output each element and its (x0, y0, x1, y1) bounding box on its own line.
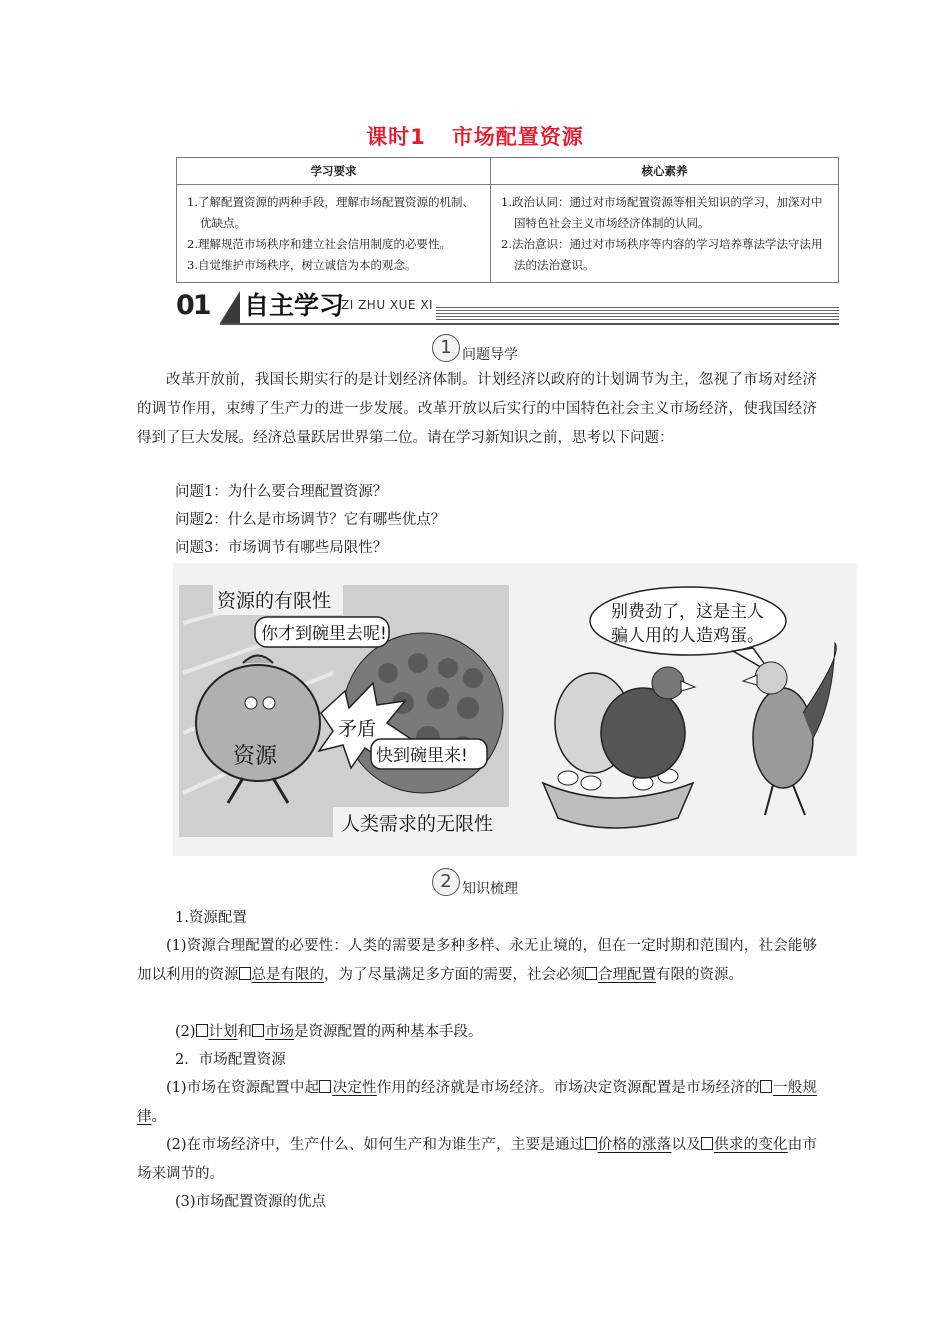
learning-requirements (177, 185, 491, 283)
subsection-heading (0, 868, 950, 896)
intro-paragraph: 改革开放前，我国长期实行的是计划经济体制。计划经济以政府的计划调节为主，忽视了市场对经济的调节作用，束缚了生产力的进一步发展。改革开放以后实行的中国特色社会主义市场经济，使我国经济得到了巨大发展。经济总量跃居世界第二位。请在学习新知识之前，思考以下问题： (137, 372, 817, 446)
divider (220, 323, 839, 325)
section-title: 自主学习 (244, 291, 345, 320)
table-header: 核心素养 (491, 158, 839, 185)
knowledge-paragraph: (1)资源合理配置的必要性：人类的需要是多种多样、永无止境的，但在一定时期和范围内，社会能够加以利用的资源 总是有限的，为了尽量满足多方面的需要，社会必须 合理配置有限的资源。 (137, 938, 817, 983)
page-title: 课时1 市场配置资源 (366, 125, 584, 149)
label-conflict: 矛盾 (338, 718, 377, 740)
section-header (176, 287, 839, 329)
knowledge-paragraph: (3)市场配置资源的优点 (175, 1194, 327, 1210)
list-item: 1.政治认同：通过对市场配置资源等相关知识的学习，加深对中国特色社会主义市场经济体制的认同。 (501, 195, 823, 230)
learning-goals-table (176, 157, 839, 283)
decorative-lines (436, 307, 839, 321)
bubble-text: 别费劲了，这是主人 (611, 602, 764, 622)
bubble-text: 骗人用的人造鸡蛋。 (611, 626, 764, 646)
caption-limited-resources: 资源的有限性 (217, 590, 332, 612)
rooster-icon (753, 688, 813, 788)
subsection-label: 问题导学 (462, 347, 518, 363)
heading-market-allocation: 2．市场配置资源 (175, 1052, 286, 1068)
subsection-label: 知识梳理 (462, 881, 518, 897)
list-item: 2.理解规范市场秩序和建立社会信用制度的必要性。 (187, 237, 451, 251)
knowledge-paragraph: (1)市场在资源配置中起 决定性作用的经济就是市场经济。市场决定资源配置是市场经济的 一般规律。 (137, 1080, 818, 1125)
bubble-text: 你才到碗里去呢! (261, 624, 387, 644)
cartoon-figure (173, 563, 857, 856)
list-item: 3.自觉维护市场秩序，树立诚信为本的观念。 (187, 258, 417, 272)
circle-number-icon: 1 (432, 334, 460, 362)
label-resource: 资源 (233, 744, 278, 769)
question: 问题3：市场调节有哪些局限性？ (175, 540, 388, 556)
knowledge-paragraph: (2)在市场经济中，生产什么、如何生产和为谁生产，主要是通过 价格的涨落以及 供求的变化由市场来调节的。 (137, 1137, 818, 1182)
section-number: 01 (176, 290, 210, 321)
question: 问题2：什么是市场调节？它有哪些优点？ (175, 512, 446, 528)
basket-icon (543, 783, 693, 828)
list-item: 2.法治意识：通过对市场秩序等内容的学习培养尊法学法守法用法的法治意识。 (501, 237, 823, 272)
bubble-text: 快到碗里来! (376, 746, 468, 766)
core-competencies (491, 185, 839, 283)
list-item: 1.了解配置资源的两种手段，理解市场配置资源的机制、优缺点。 (187, 195, 474, 230)
hen-icon (601, 688, 685, 778)
heading-resource-allocation: 1.资源配置 (175, 910, 247, 926)
section-pinyin: ZI ZHU XUE XI (341, 298, 434, 312)
table-header: 学习要求 (177, 158, 491, 185)
section-triangle-icon (220, 291, 240, 323)
knowledge-paragraph: (2) 计划和 市场是资源配置的两种基本手段。 (175, 1024, 483, 1040)
cartoon-illustration (173, 563, 857, 856)
question: 问题1：为什么要合理配置资源？ (175, 484, 388, 500)
subsection-heading (0, 334, 950, 362)
caption-unlimited-demand: 人类需求的无限性 (341, 813, 494, 835)
circle-number-icon: 2 (432, 868, 460, 896)
